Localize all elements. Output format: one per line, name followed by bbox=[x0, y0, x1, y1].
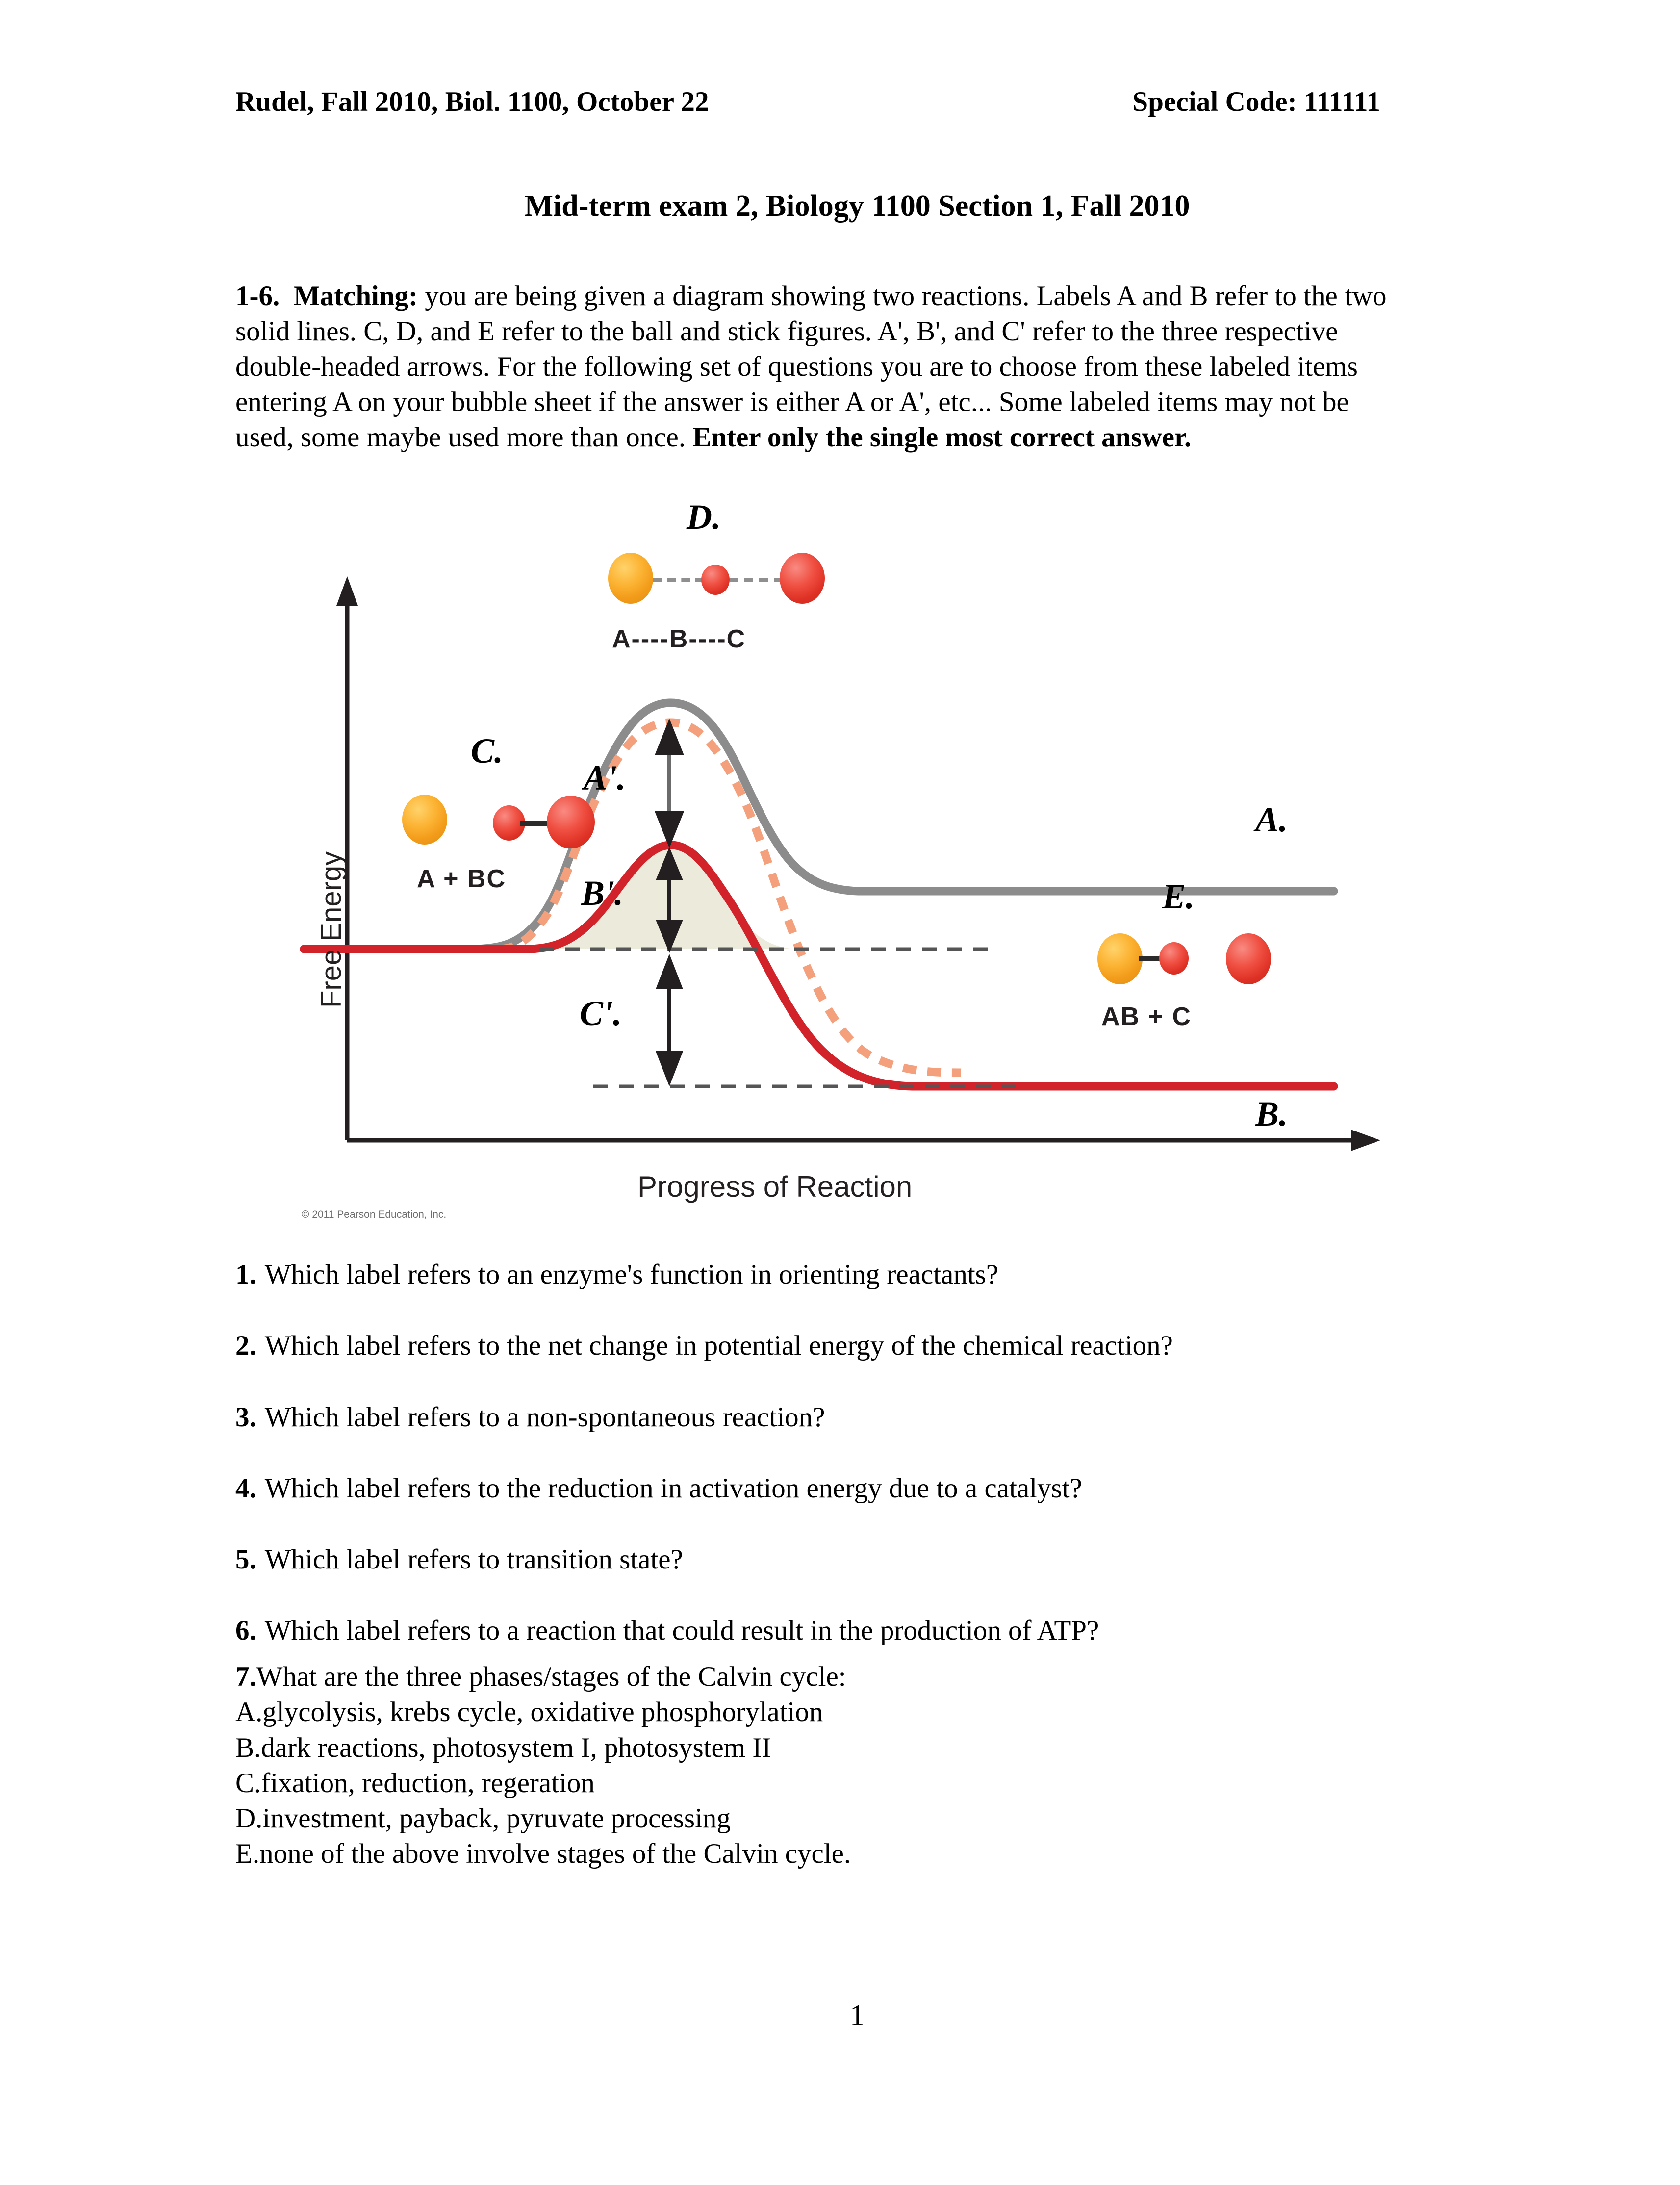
question-number: 5. bbox=[235, 1544, 256, 1575]
answer-choice-text: none of the above involve stages of the Calvin cycle. bbox=[259, 1838, 851, 1870]
x-axis-arrowhead bbox=[1351, 1130, 1380, 1151]
atom-a-orange-icon bbox=[402, 795, 447, 845]
question-item bbox=[235, 1329, 1461, 1362]
molecule-transition-caption: A----B----C bbox=[612, 625, 746, 653]
answer-choice[interactable] bbox=[235, 1695, 1461, 1730]
question-text: Which label refers to the reduction in activation energy due to a catalyst? bbox=[264, 1472, 1082, 1504]
atom-b-red-small-icon bbox=[701, 565, 730, 595]
label-b: B. bbox=[1255, 1094, 1288, 1133]
question-item bbox=[235, 1543, 1461, 1576]
label-d: D. bbox=[687, 497, 721, 537]
bond-ab-dashed-icon bbox=[653, 578, 704, 582]
answer-choice-letter: B. bbox=[235, 1732, 261, 1763]
energy-diagram-figure bbox=[294, 497, 1432, 1229]
label-a: A. bbox=[1255, 800, 1288, 839]
y-axis-arrowhead bbox=[336, 576, 358, 606]
atom-b-red-small-icon bbox=[1159, 942, 1189, 975]
molecule-products-caption: AB + C bbox=[1101, 1003, 1192, 1031]
molecule-transition-state bbox=[608, 537, 853, 684]
header-special-code: Special Code: 111111 bbox=[1132, 86, 1380, 117]
answer-choice-text: glycolysis, krebs cycle, oxidative phosphorylation bbox=[262, 1697, 823, 1728]
instructions-block bbox=[235, 279, 1412, 455]
molecule-reactants bbox=[402, 775, 608, 893]
question-item bbox=[235, 1401, 1461, 1434]
figure-credit: © 2011 Pearson Education, Inc. bbox=[302, 1209, 447, 1220]
answer-choice[interactable] bbox=[235, 1730, 1461, 1766]
atom-a-orange-icon bbox=[608, 553, 653, 604]
label-a-prime: A'. bbox=[584, 758, 626, 797]
page-number: 1 bbox=[850, 1999, 865, 2031]
instructions-closing: Enter only the single most correct answer. bbox=[692, 421, 1192, 453]
atom-c-red-large-icon bbox=[547, 796, 595, 848]
page-title: Mid-term exam 2, Biology 1100 Section 1, Fall 2010 bbox=[524, 189, 1190, 223]
molecule-products bbox=[1097, 918, 1303, 1040]
answer-choice-text: investment, payback, pyruvate processing bbox=[262, 1803, 731, 1834]
question-text: Which label refers to a reaction that could result in the production of ATP? bbox=[264, 1615, 1099, 1646]
header-course-info: Rudel, Fall 2010, Biol. 1100, October 22 bbox=[235, 86, 709, 117]
answer-choice-letter: D. bbox=[235, 1803, 263, 1834]
instructions-body: you are being given a diagram showing two reactions. Labels A and B refer to the two solid lines. C, D, and E refer to the ball and stick figures. A', B', and C' refer to the three respective double-headed arrows. For the following set of questions you are to choose from these labeled items entering A on your bubble sheet if the answer is either A or A', etc... Some labeled items may not be used, some maybe used more than once. bbox=[235, 281, 1387, 453]
question-number: 7. bbox=[235, 1661, 256, 1692]
question-number: 4. bbox=[235, 1472, 256, 1504]
question-text: Which label refers to a non-spontaneous reaction? bbox=[264, 1401, 825, 1433]
question-number: 2. bbox=[235, 1330, 256, 1362]
answer-choice[interactable] bbox=[235, 1766, 1461, 1801]
bond-bc-dashed-icon bbox=[730, 578, 783, 582]
question-text: Which label refers to an enzyme's function in orienting reactants? bbox=[264, 1259, 999, 1290]
question-number: 3. bbox=[235, 1401, 256, 1433]
question-item bbox=[235, 1614, 1461, 1647]
answer-choice-text: dark reactions, photosystem I, photosystem II bbox=[261, 1732, 771, 1763]
y-axis-label: Free Energy bbox=[315, 851, 347, 1008]
atom-c-red-large-icon bbox=[780, 553, 825, 604]
label-c-prime: C'. bbox=[580, 994, 622, 1033]
arrow-c-prime bbox=[656, 954, 683, 1086]
page-header bbox=[235, 86, 1427, 118]
answer-choice-letter: C. bbox=[235, 1767, 261, 1799]
answer-choice[interactable] bbox=[235, 1836, 1461, 1872]
atom-a-orange-icon bbox=[1097, 933, 1143, 984]
answer-choice[interactable] bbox=[235, 1801, 1461, 1836]
question-text: Which label refers to the net change in potential energy of the chemical reaction? bbox=[264, 1330, 1173, 1362]
question-number: 6. bbox=[235, 1615, 256, 1646]
arrow-a-prime bbox=[655, 719, 684, 848]
question-7-block bbox=[235, 1659, 1461, 1872]
questions-list bbox=[235, 1258, 1461, 1686]
question-text: Which label refers to transition state? bbox=[264, 1544, 683, 1575]
molecule-reactants-caption: A + BC bbox=[417, 865, 506, 893]
label-b-prime: B'. bbox=[581, 874, 624, 913]
x-axis-label: Progress of Reaction bbox=[637, 1170, 913, 1203]
question-number: 1. bbox=[235, 1259, 256, 1290]
question-text: What are the three phases/stages of the Calvin cycle: bbox=[256, 1661, 846, 1692]
instructions-lead: 1-6. bbox=[235, 281, 280, 311]
question-item bbox=[235, 1258, 1461, 1291]
label-c: C. bbox=[471, 731, 504, 771]
answer-choice-text: fixation, reduction, regeration bbox=[261, 1767, 595, 1799]
atom-c-red-large-icon bbox=[1226, 933, 1271, 984]
question-item bbox=[235, 1472, 1461, 1505]
answer-choice-letter: E. bbox=[235, 1838, 260, 1870]
question-7-stem-line bbox=[235, 1659, 1461, 1695]
instructions-matching-label: Matching: bbox=[293, 281, 418, 311]
answer-choice-letter: A. bbox=[235, 1697, 263, 1728]
label-e: E. bbox=[1162, 877, 1195, 916]
